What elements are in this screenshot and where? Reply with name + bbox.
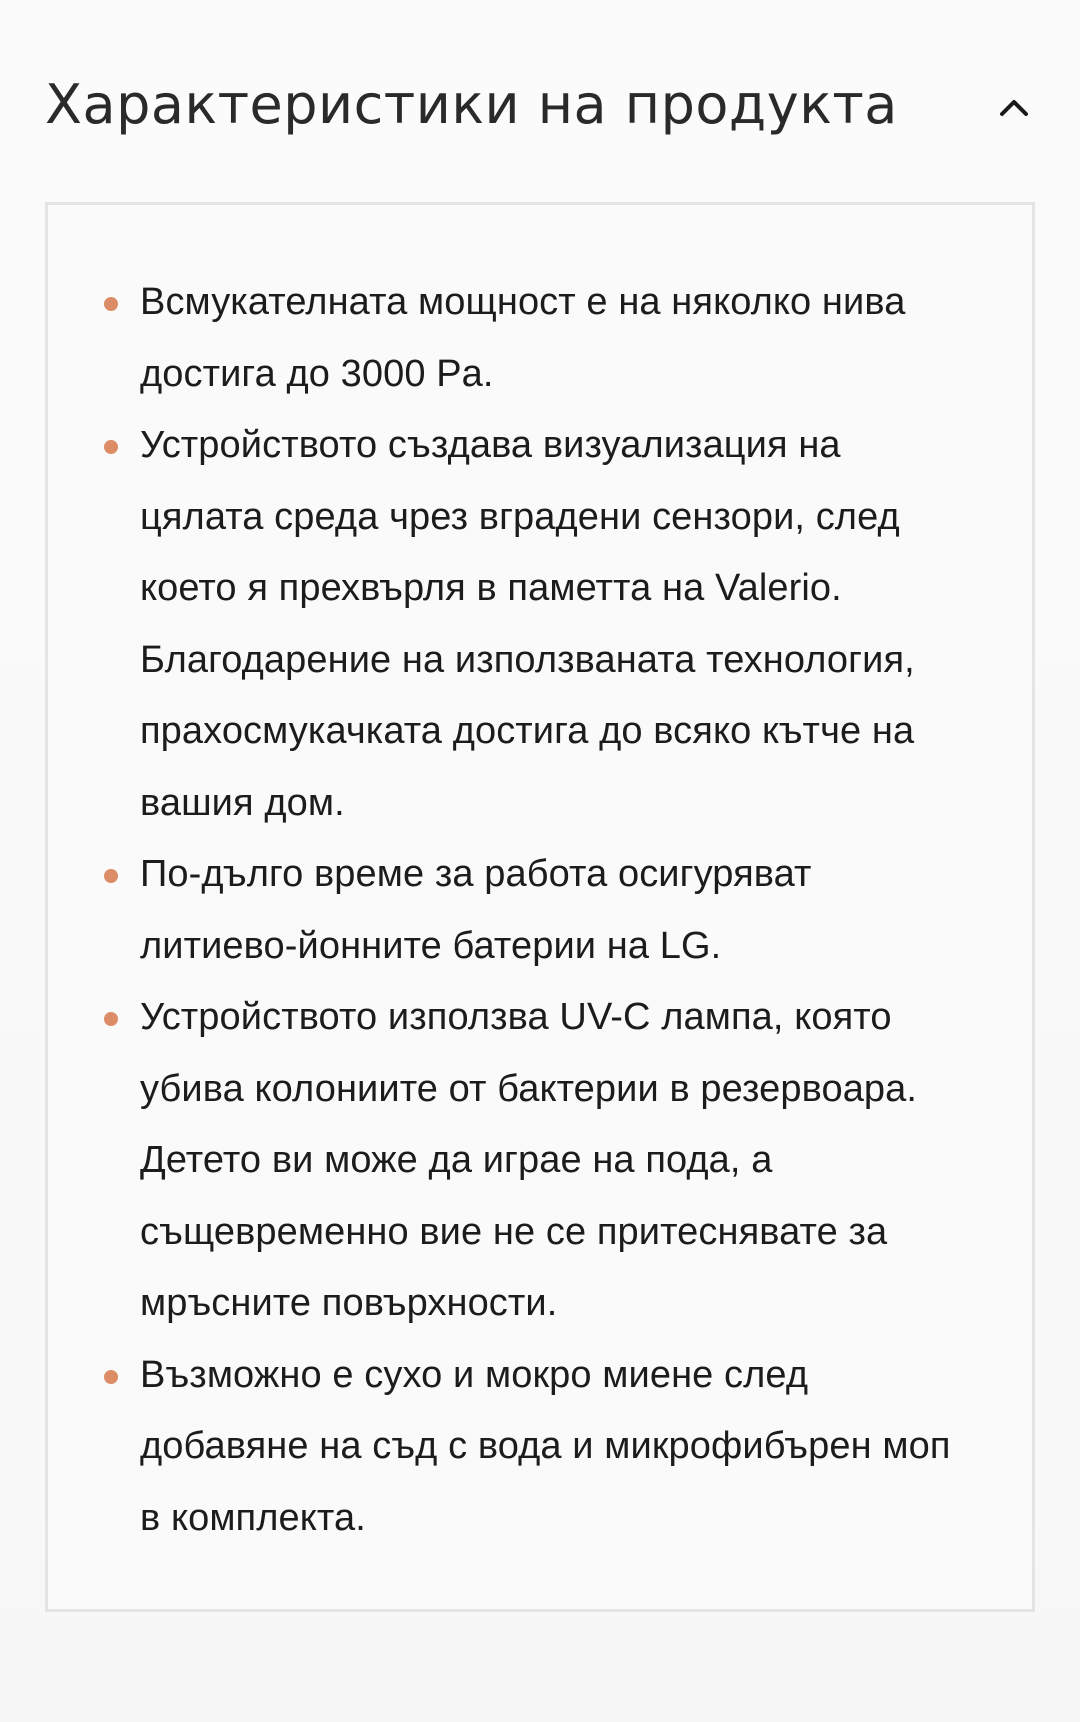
feature-text: Устройството използва UV-C лампа, която убива колониите от бактерии в резервоара. Детето ви може да играе на пода, а същевременно вие не се притеснявате за мръсните повърхности.: [140, 996, 918, 1324]
bullet-icon: [104, 440, 118, 454]
bullet-icon: [104, 869, 118, 883]
accordion-header[interactable]: [0, 0, 1080, 205]
section-title: Характеристики на продукта: [45, 73, 898, 136]
bullet-icon: [104, 1370, 118, 1384]
list-item: [140, 1340, 962, 1555]
chevron-up-icon[interactable]: [992, 86, 1036, 130]
bullet-icon: [104, 1012, 118, 1026]
feature-list: [48, 205, 1032, 1554]
feature-text: Възможно е сухо и мокро миене след добавяне на съд с вода и микрофибърен моп в комплекта.: [140, 1353, 951, 1539]
list-item: [140, 839, 962, 982]
feature-text: По-дълго време за работа осигуряват литиево-йонните батерии на LG.: [140, 853, 812, 967]
product-features-panel: [45, 202, 1035, 1612]
list-item: [140, 267, 962, 410]
feature-text: Устройството създава визуализация на цялата среда чрез вградени сензори, след което я прехвърля в паметта на Valerio. Благодарение на използваната технология, прахосмукачката достига до всяко кътче на вашия дом.: [140, 424, 915, 824]
bullet-icon: [104, 297, 118, 311]
list-item: [140, 982, 962, 1340]
feature-text: Всмукателната мощност е на няколко нива достига до 3000 Pa.: [140, 281, 906, 395]
list-item: [140, 410, 962, 839]
